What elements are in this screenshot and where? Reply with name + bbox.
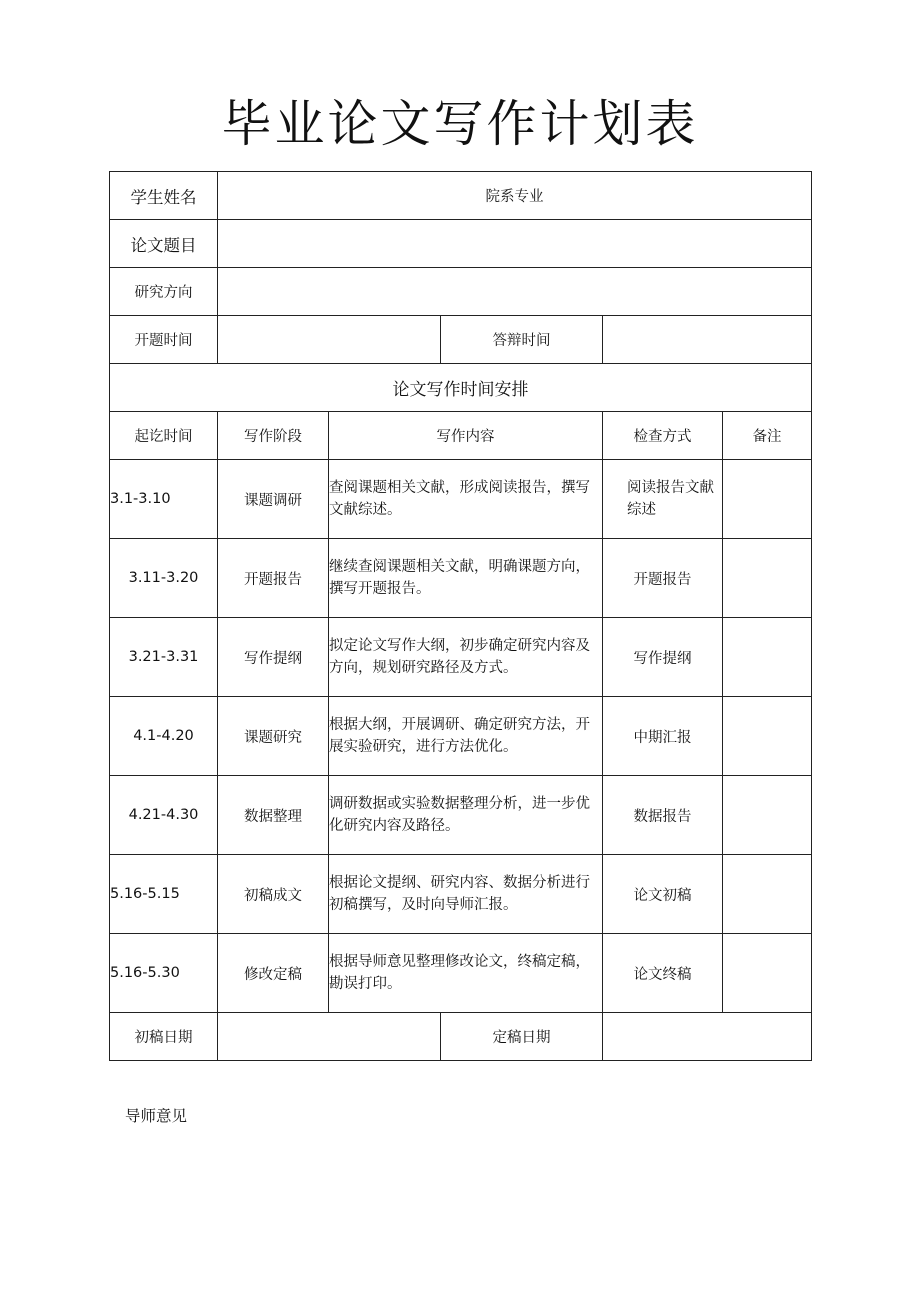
- final-draft-date-value[interactable]: [603, 1013, 812, 1061]
- tutor-opinion-label: 导师意见: [125, 1107, 188, 1125]
- row-check: 论文初稿: [603, 855, 723, 934]
- row-headers: [110, 412, 812, 460]
- row-research-direction: [110, 268, 812, 316]
- header-stage: 写作阶段: [218, 412, 329, 460]
- row-draft-dates: [110, 1013, 812, 1061]
- row-period: 3.21-3.31: [110, 618, 218, 697]
- table-row: [110, 934, 812, 1013]
- plan-table: [109, 171, 812, 1061]
- header-period: 起讫时间: [110, 412, 218, 460]
- proposal-time-value[interactable]: [218, 316, 441, 364]
- row-note[interactable]: [723, 855, 812, 934]
- row-note[interactable]: [723, 618, 812, 697]
- row-note[interactable]: [723, 934, 812, 1013]
- research-direction-value[interactable]: [218, 268, 812, 316]
- row-check: 阅读报告文献综述: [603, 460, 723, 539]
- proposal-time-label: 开题时间: [110, 316, 218, 364]
- row-times: [110, 316, 812, 364]
- row-check: 论文终稿: [603, 934, 723, 1013]
- research-direction-label: 研究方向: [110, 268, 218, 316]
- row-stage: 课题调研: [218, 460, 329, 539]
- row-thesis-title: [110, 220, 812, 268]
- row-stage: 数据整理: [218, 776, 329, 855]
- row-period: 4.1-4.20: [110, 697, 218, 776]
- table-row: [110, 618, 812, 697]
- schedule-section-title: 论文写作时间安排: [110, 364, 812, 412]
- row-stage: 修改定稿: [218, 934, 329, 1013]
- page-title: 毕业论文写作计划表: [221, 95, 699, 153]
- row-content: 根据导师意见整理修改论文，终稿定稿，勘误打印。: [329, 934, 603, 1013]
- final-draft-date-label: 定稿日期: [441, 1013, 603, 1061]
- row-note[interactable]: [723, 697, 812, 776]
- row-content: 查阅课题相关文献，形成阅读报告，撰写文献综述。: [329, 460, 603, 539]
- row-check: 开题报告: [603, 539, 723, 618]
- row-period: 5.16-5.15: [110, 855, 218, 934]
- row-content: 根据论文提纲、研究内容、数据分析进行初稿撰写，及时向导师汇报。: [329, 855, 603, 934]
- row-stage: 写作提纲: [218, 618, 329, 697]
- row-content: 继续查阅课题相关文献，明确课题方向，撰写开题报告。: [329, 539, 603, 618]
- first-draft-date-value[interactable]: [218, 1013, 441, 1061]
- table-row: [110, 776, 812, 855]
- row-check: 数据报告: [603, 776, 723, 855]
- row-stage: 开题报告: [218, 539, 329, 618]
- thesis-title-label: 论文题目: [110, 220, 218, 268]
- row-content: 根据大纲，开展调研、确定研究方法，开展实验研究，进行方法优化。: [329, 697, 603, 776]
- header-note: 备注: [723, 412, 812, 460]
- row-content: 拟定论文写作大纲，初步确定研究内容及方向，规划研究路径及方式。: [329, 618, 603, 697]
- first-draft-date-label: 初稿日期: [110, 1013, 218, 1061]
- row-check: 写作提纲: [603, 618, 723, 697]
- defense-time-value[interactable]: [603, 316, 812, 364]
- table-row: [110, 855, 812, 934]
- header-content: 写作内容: [329, 412, 603, 460]
- defense-time-label: 答辩时间: [441, 316, 603, 364]
- row-period: 4.21-4.30: [110, 776, 218, 855]
- row-note[interactable]: [723, 460, 812, 539]
- row-student: [110, 172, 812, 220]
- department-label: 院系专业: [218, 172, 812, 220]
- table-row: [110, 539, 812, 618]
- row-section-title: [110, 364, 812, 412]
- thesis-title-value[interactable]: [218, 220, 812, 268]
- row-check: 中期汇报: [603, 697, 723, 776]
- row-stage: 初稿成文: [218, 855, 329, 934]
- header-check: 检查方式: [603, 412, 723, 460]
- table-row: [110, 697, 812, 776]
- row-note[interactable]: [723, 776, 812, 855]
- row-content: 调研数据或实验数据整理分析，进一步优化研究内容及路径。: [329, 776, 603, 855]
- student-name-label: 学生姓名: [110, 172, 218, 220]
- row-note[interactable]: [723, 539, 812, 618]
- row-period: 3.1-3.10: [110, 460, 218, 539]
- row-stage: 课题研究: [218, 697, 329, 776]
- row-period: 5.16-5.30: [110, 934, 218, 1013]
- table-row: [110, 460, 812, 539]
- row-period: 3.11-3.20: [110, 539, 218, 618]
